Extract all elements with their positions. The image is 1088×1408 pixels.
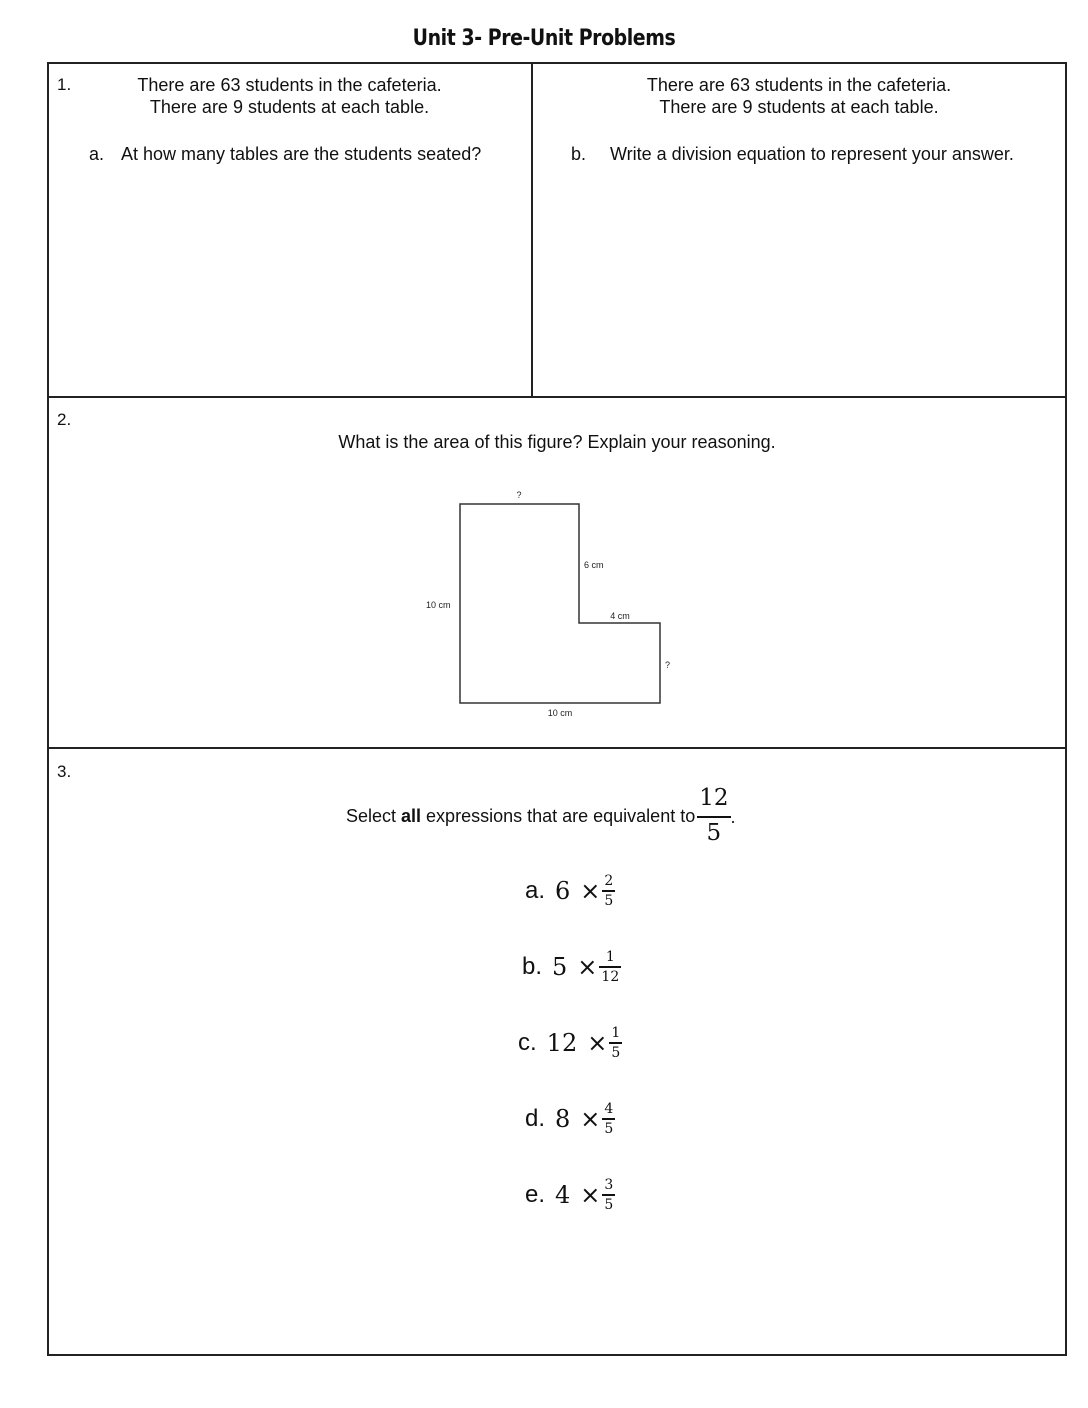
section-divider-1 [47, 396, 1067, 398]
label-right-unknown: ? [665, 660, 671, 670]
option-denominator: 5 [604, 1120, 614, 1137]
page-title: Unit 3- Pre-Unit Problems [412, 26, 676, 51]
label-top-unknown: ? [516, 490, 522, 500]
option-whole-number: 8 [555, 1104, 571, 1133]
target-fraction [697, 787, 730, 845]
l-shape-outline [460, 504, 660, 703]
option-c[interactable] [518, 1026, 622, 1060]
l-shape-figure [400, 480, 700, 725]
option-denominator: 5 [611, 1044, 621, 1061]
label-step-width: 4 cm [610, 611, 630, 621]
option-denominator: 5 [604, 892, 614, 909]
option-denominator: 5 [604, 1196, 614, 1213]
option-fraction [609, 1026, 622, 1060]
question-3-prompt-start: Select [346, 805, 402, 826]
question-3-number: 3. [57, 762, 72, 781]
option-fraction-bar [609, 1042, 622, 1044]
label-inner-vertical: 6 cm [584, 560, 604, 570]
option-fraction-bar [602, 1194, 615, 1196]
question-1-number: 1. [57, 75, 72, 94]
option-letter: d. [525, 1104, 546, 1132]
option-fraction-bar [602, 1118, 615, 1120]
label-left-side: 10 cm [426, 600, 451, 610]
question-1b-letter: b. [571, 144, 587, 164]
label-bottom-side: 10 cm [547, 708, 573, 718]
option-whole-number: 6 [555, 876, 571, 905]
option-fraction [602, 1102, 615, 1136]
target-denominator: 5 [706, 820, 722, 846]
question-1-left-line-1: There are 63 students in the cafeteria. [137, 75, 442, 95]
question-1a-text: At how many tables are the students seated? [121, 144, 482, 164]
option-denominator: 12 [601, 968, 620, 985]
option-numerator: 3 [604, 1177, 614, 1193]
multiply-sign: × [580, 1180, 601, 1209]
question-1-left-line-2: There are 9 students at each table. [149, 97, 430, 117]
question-1a-letter: a. [89, 144, 105, 164]
question-2-number: 2. [57, 410, 72, 429]
option-whole-number: 5 [552, 952, 568, 981]
question-3-prompt-end: . [730, 806, 736, 827]
option-fraction [599, 950, 621, 984]
option-e[interactable] [525, 1178, 615, 1212]
multiply-sign: × [580, 1104, 601, 1133]
option-fraction-bar [602, 890, 615, 892]
option-numerator: 1 [605, 949, 615, 965]
section-divider-2 [47, 747, 1067, 749]
question-1b-text: Write a division equation to represent your answer. [610, 144, 1014, 164]
target-fraction-bar [697, 816, 730, 818]
question-1-right-line-1: There are 63 students in the cafeteria. [646, 75, 952, 95]
option-whole-number: 4 [555, 1180, 571, 1209]
option-b[interactable] [522, 950, 621, 984]
target-numerator: 12 [699, 785, 729, 811]
option-d[interactable] [525, 1102, 615, 1136]
question-2-prompt: What is the area of this figure? Explain your reasoning. [338, 432, 776, 452]
option-fraction [602, 1178, 615, 1212]
option-numerator: 1 [611, 1025, 621, 1041]
question-3-prompt-rest: expressions that are equivalent to [421, 805, 696, 826]
option-a[interactable] [525, 874, 615, 908]
question-3-prompt-bold: all [401, 805, 422, 826]
option-fraction-bar [599, 966, 621, 968]
question-1-right-line-2: There are 9 students at each table. [659, 97, 939, 117]
multiply-sign: × [577, 952, 598, 981]
option-letter: a. [525, 876, 546, 904]
multiply-sign: × [580, 876, 601, 905]
option-numerator: 2 [604, 873, 614, 889]
option-letter: b. [522, 952, 543, 980]
multiply-sign: × [587, 1028, 608, 1057]
option-whole-number: 12 [546, 1028, 578, 1057]
option-fraction [602, 874, 615, 908]
question-3-prompt [346, 784, 736, 848]
option-numerator: 4 [604, 1101, 614, 1117]
option-letter: e. [525, 1180, 546, 1208]
option-letter: c. [518, 1028, 537, 1056]
